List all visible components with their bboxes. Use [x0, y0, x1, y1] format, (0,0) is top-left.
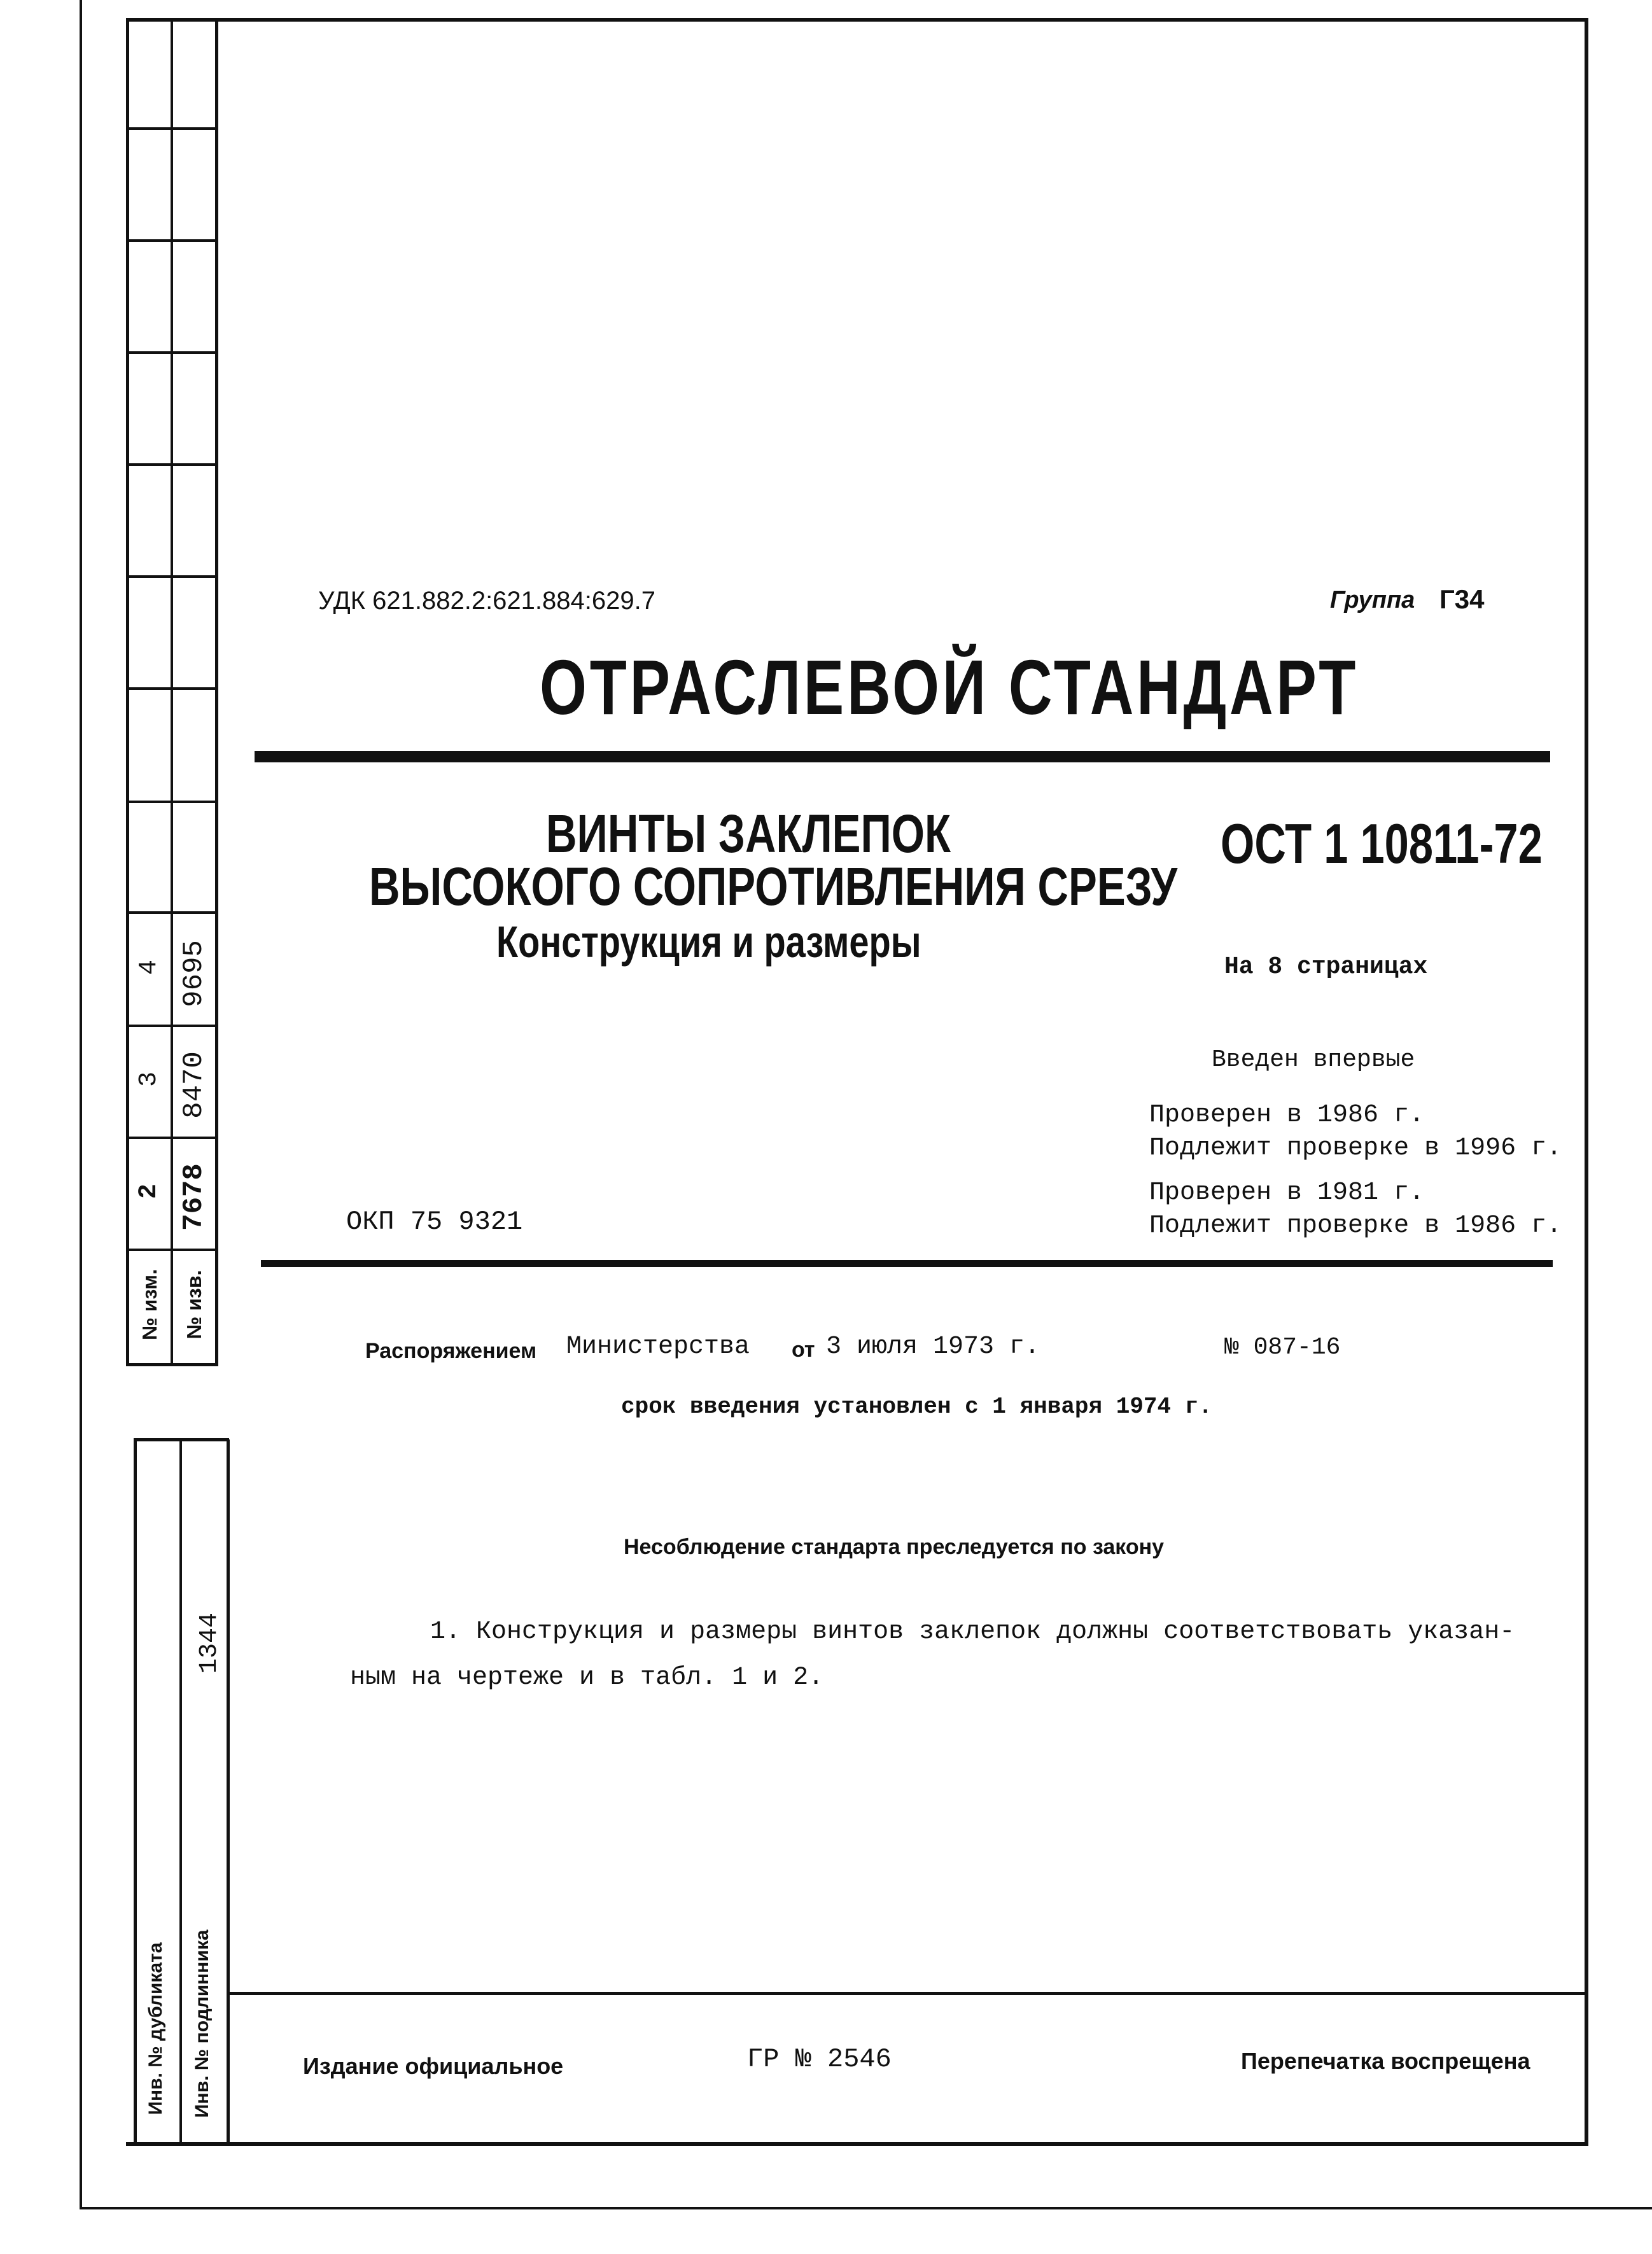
- okp-code: ОКП 75 9321: [346, 1207, 523, 1237]
- margin-left-edge: [126, 18, 129, 1366]
- frame-top: [126, 18, 1588, 22]
- frame-bottom-outer: [80, 2207, 1652, 2209]
- standard-code: ОСТ 1 10811-72: [1221, 812, 1543, 875]
- margin-row-line: [126, 1137, 218, 1139]
- title-line-2: ВЫСОКОГО СОПРОТИВЛЕНИЯ СРЕЗУ: [369, 857, 1178, 916]
- lower-margin-left: [134, 1439, 137, 2145]
- footer-gr-number: ГР № 2546: [747, 2044, 892, 2075]
- title-subtitle: Конструкция и размеры: [496, 917, 921, 967]
- footer-reprint: Перепечатка воспрещена: [1241, 2048, 1530, 2074]
- introduced-note: Введен впервые: [1212, 1046, 1415, 1074]
- lower-margin-top: [134, 1438, 229, 1441]
- notice-number: 7678: [178, 1163, 210, 1231]
- margin-row-line: [126, 575, 218, 578]
- order-ministry: Министерства: [566, 1333, 750, 1361]
- paragraph-1-line-2: ным на чертеже и в табл. 1 и 2.: [350, 1663, 824, 1692]
- title-bottom-rule: [261, 1260, 1553, 1267]
- order-label: Распоряжением: [365, 1339, 537, 1363]
- legal-notice: Несоблюдение стандарта преследуется по закону: [624, 1535, 1165, 1559]
- margin-right-edge: [215, 18, 218, 1366]
- margin-row-line: [126, 801, 218, 803]
- frame-right: [1585, 18, 1588, 2145]
- notice-number: 8470: [178, 1051, 210, 1119]
- margin-row-line: [126, 351, 218, 354]
- order-date: 3 июля 1973 г.: [826, 1333, 1040, 1361]
- frame-bottom: [126, 2142, 1588, 2146]
- change-label: № изм.: [138, 1269, 161, 1340]
- check-due-1996: Подлежит проверке в 1996 г.: [1149, 1134, 1562, 1163]
- change-number: 2: [135, 1184, 164, 1200]
- check-due-1986: Подлежит проверке в 1986 г.: [1149, 1212, 1562, 1240]
- margin-row-line: [126, 463, 218, 466]
- original-inventory-label: Инв. № подлинника: [192, 1929, 213, 2118]
- change-number: 4: [135, 960, 164, 976]
- frame-left-outer: [80, 0, 82, 2208]
- lower-margin-mid: [179, 1439, 182, 2145]
- banner-title: ОТРАСЛЕВОЙ СТАНДАРТ: [540, 644, 1359, 731]
- paragraph-1-line-1: 1. Конструкция и размеры винтов заклепок должны соответствовать указан-: [430, 1618, 1515, 1646]
- footer-edition: Издание официальное: [303, 2053, 564, 2079]
- checked-1981: Проверен в 1981 г.: [1149, 1179, 1425, 1207]
- margin-row-line: [126, 1025, 218, 1027]
- order-number: № 087-16: [1224, 1334, 1341, 1361]
- change-number: 3: [135, 1072, 164, 1088]
- margin-row-line: [126, 911, 218, 914]
- margin-row-line: [126, 127, 218, 130]
- page-count: На 8 страницах: [1224, 953, 1428, 981]
- margin-mid-line: [171, 18, 173, 1366]
- title-line-1: ВИНТЫ ЗАКЛЕПОК: [546, 804, 951, 864]
- margin-row-line: [126, 687, 218, 690]
- notice-number: 9695: [178, 940, 210, 1007]
- udk-code: УДК 621.882.2:621.884:629.7: [318, 587, 655, 615]
- banner-rule: [255, 751, 1550, 762]
- checked-1986: Проверен в 1986 г.: [1149, 1101, 1425, 1130]
- footer-rule: [229, 1992, 1587, 1995]
- margin-bottom-line: [126, 1363, 218, 1366]
- notice-label: № изв.: [183, 1270, 206, 1340]
- order-date-prefix: от: [792, 1338, 815, 1362]
- group-code: Г34: [1439, 584, 1485, 614]
- margin-row-line: [126, 1249, 218, 1251]
- group-label: Группа: [1330, 587, 1415, 613]
- duplicate-inventory-label: Инв. № дубликата: [145, 1942, 166, 2115]
- margin-row-line: [126, 239, 218, 242]
- lower-margin-right: [227, 1439, 230, 2145]
- inventory-number: 1344: [195, 1613, 224, 1674]
- introduction-term: срок введения установлен с 1 января 1974 г.: [621, 1394, 1212, 1420]
